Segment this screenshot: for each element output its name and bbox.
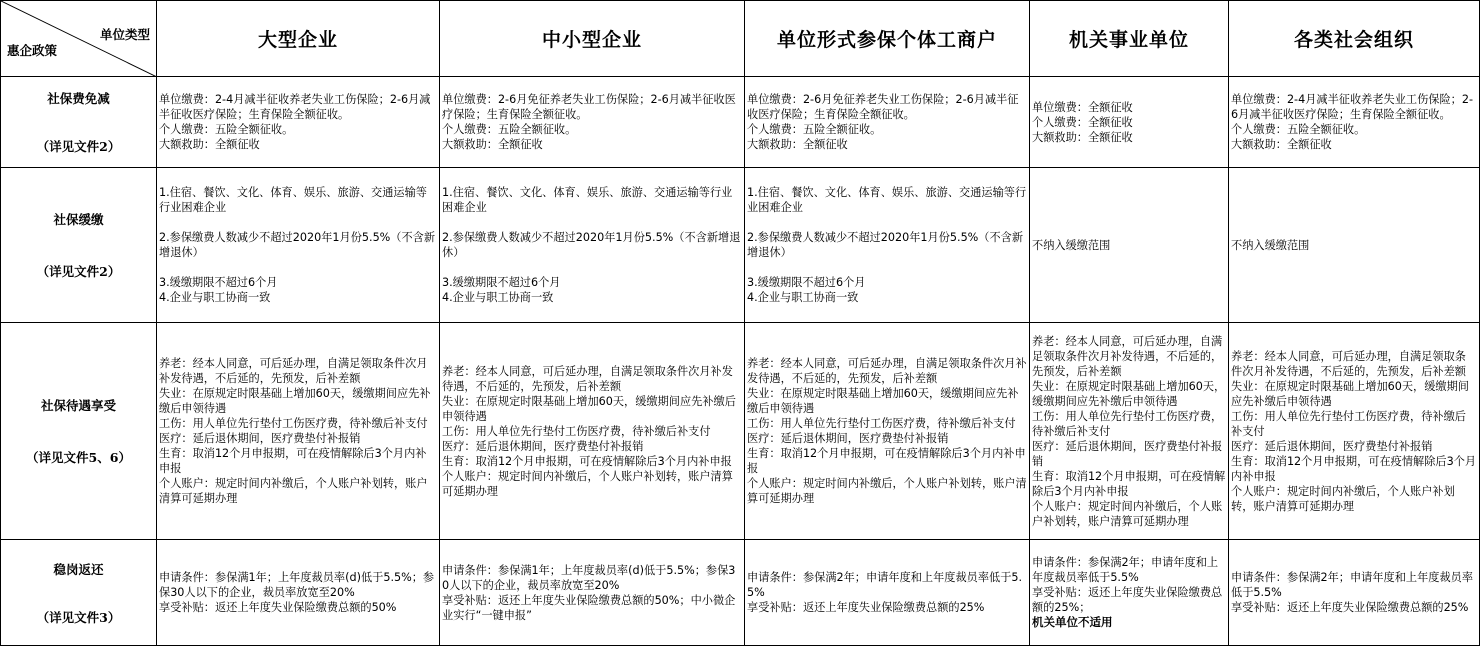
- row-header: [1, 323, 157, 540]
- table-cell: 养老：经本人同意，可后延办理，自满足领取条件次月补发待遇，不后延的，先预发，后补差额 失业：在原规定时限基础上增加60天，缓缴期间应先补缴后申领待遇 工伤：用人单位先行垫付工伤医疗费，待补缴后补支付 医疗：延后退休期间，医疗费垫付补报销 生育：取消12个月申报期，可在疫情解除后3个月内补申报 个人账户：规定时间内补缴后，个人账户补划转，账户清算可延期办理: [440, 323, 745, 540]
- table-cell: 申请条件：参保满2年；申请年度和上年度裁员率低于5.5% 享受补贴：返还上年度失业保险缴费总额的25%: [745, 540, 1030, 646]
- table-cell: 不纳入缓缴范围: [1229, 168, 1480, 323]
- unit-type-label: 单位类型: [99, 27, 150, 42]
- table-cell: 单位缴费：2-6月免征养老失业工伤保险；2-6月减半征收医疗保险；生育保险全额征收。 个人缴费：五险全额征收。 大额救助：全额征收: [440, 77, 745, 168]
- row-header: [1, 540, 157, 646]
- table-cell: 1.住宿、餐饮、文化、体育、娱乐、旅游、交通运输等行业困难企业 2.参保缴费人数减少不超过2020年1月份5.5%（不含新增退休） 3.缓缴期限不超过6个月 4.企业与职工协商一致: [745, 168, 1030, 323]
- table-cell: 申请条件：参保满1年；上年度裁员率(d)低于5.5%；参保30人以下的企业，裁员率放宽至20% 享受补贴：返还上年度失业保险缴费总额的50%；中小微企业实行“一键申报”: [440, 540, 745, 646]
- table-cell: 养老：经本人同意，可后延办理，自满足领取条件次月补发待遇，不后延的，先预发，后补差额 失业：在原规定时限基础上增加60天，缓缴期间应先补缴后申领待遇 工伤：用人单位先行垫付工伤医疗费，待补缴后补支付 医疗：延后退休期间，医疗费垫付补报销 生育：取消12个月申报期，可在疫情解除后3个月内补申报 个人账户：规定时间内补缴后，个人账户补划转，账户清算可延期办理: [157, 323, 440, 540]
- table-cell: 养老：经本人同意，可后延办理，自满足领取条件次月补发待遇，不后延的，先预发，后补差额 失业：在原规定时限基础上增加60天，缓缴期间应先补缴后申领待遇 工伤：用人单位先行垫付工伤医疗费，待补缴后补支付 医疗：延后退休期间，医疗费垫付补报销 生育：取消12个月申报期，可在疫情解除后3个月内补申报 个人账户：规定时间内补缴后，个人账户补划转，账户清算可延期办理: [1030, 323, 1229, 540]
- table-cell: 申请条件：参保满1年；上年度裁员率(d)低于5.5%；参保30人以下的企业，裁员率放宽至20% 享受补贴：返还上年度失业保险缴费总额的50%: [157, 540, 440, 646]
- row-reference: （详见文件3）: [36, 609, 121, 625]
- table-row: [1, 168, 1480, 323]
- row-title: 社保待遇享受: [40, 398, 116, 413]
- table-row: [1, 323, 1480, 540]
- column-header-sme: 中小型企业: [440, 1, 745, 77]
- table-cell: 单位缴费：全额征收 个人缴费：全额征收 大额救助：全额征收: [1030, 77, 1229, 168]
- column-header-public-institution: 机关事业单位: [1030, 1, 1229, 77]
- policy-label: 惠企政策: [7, 43, 58, 58]
- table-cell: 养老：经本人同意，可后延办理，自满足领取条件次月补发待遇，不后延的，先预发，后补差额 失业：在原规定时限基础上增加60天，缓缴期间应先补缴后申领待遇 工伤：用人单位先行垫付工伤医疗费，待补缴后补支付 医疗：延后退休期间，医疗费垫付补报销 生育：取消12个月申报期，可在疫情解除后3个月内补申报 个人账户：规定时间内补缴后，个人账户补划转，账户清算可延期办理: [745, 323, 1030, 540]
- table-cell-with-note: [1030, 540, 1229, 646]
- table-cell: 不纳入缓缴范围: [1030, 168, 1229, 323]
- table-cell: 1.住宿、餐饮、文化、体育、娱乐、旅游、交通运输等行业困难企业 2.参保缴费人数减少不超过2020年1月份5.5%（不含新增退休） 3.缓缴期限不超过6个月 4.企业与职工协商一致: [157, 168, 440, 323]
- table-cell: 1.住宿、餐饮、文化、体育、娱乐、旅游、交通运输等行业困难企业 2.参保缴费人数减少不超过2020年1月份5.5%（不含新增退休） 3.缓缴期限不超过6个月 4.企业与职工协商一致: [440, 168, 745, 323]
- column-header-large-enterprise: 大型企业: [157, 1, 440, 77]
- row-title: 社保缓缴: [53, 212, 104, 227]
- exception-note: 机关单位不适用: [1032, 615, 1113, 629]
- header-row: [1, 1, 1480, 77]
- table-cell: 养老：经本人同意，可后延办理，自满足领取条件次月补发待遇，不后延的，先预发，后补差额 失业：在原规定时限基础上增加60天，缓缴期间应先补缴后申领待遇 工伤：用人单位先行垫付工伤医疗费，待补缴后补支付 医疗：延后退休期间，医疗费垫付补报销 生育：取消12个月申报期，可在疫情解除后3个月内补申报 个人账户：规定时间内补缴后，个人账户补划转，账户清算可延期办理: [1229, 323, 1480, 540]
- row-header: [1, 168, 157, 323]
- table-row: [1, 540, 1480, 646]
- table-cell: 单位缴费：2-6月免征养老失业工伤保险；2-6月减半征收医疗保险；生育保险全额征收。 个人缴费：五险全额征收。 大额救助：全额征收: [745, 77, 1030, 168]
- row-reference: （详见文件2）: [36, 264, 121, 279]
- row-reference: （详见文件5、6）: [26, 450, 131, 465]
- corner-cell: [1, 1, 157, 77]
- column-header-social-organization: 各类社会组织: [1229, 1, 1480, 77]
- table-cell: 单位缴费：2-4月减半征收养老失业工伤保险；2-6月减半征收医疗保险；生育保险全额征收。 个人缴费：五险全额征收。 大额救助：全额征收: [1229, 77, 1480, 168]
- row-title: 社保费免减: [47, 91, 110, 106]
- table-cell: 单位缴费：2-4月减半征收养老失业工伤保险；2-6月减半征收医疗保险；生育保险全额征收。 个人缴费：五险全额征收。 大额救助：全额征收: [157, 77, 440, 168]
- cell-text: 申请条件：参保满2年；申请年度和上年度裁员率低于5.5% 享受补贴：返还上年度失业保险缴费总额的25%；: [1032, 556, 1223, 614]
- row-title: 稳岗返还: [53, 561, 104, 577]
- column-header-individual-business: 单位形式参保个体工商户: [745, 1, 1030, 77]
- row-reference: （详见文件2）: [36, 139, 121, 154]
- row-header: [1, 77, 157, 168]
- table-cell: 申请条件：参保满2年；申请年度和上年度裁员率低于5.5% 享受补贴：返还上年度失业保险缴费总额的25%: [1229, 540, 1480, 646]
- table-row: [1, 77, 1480, 168]
